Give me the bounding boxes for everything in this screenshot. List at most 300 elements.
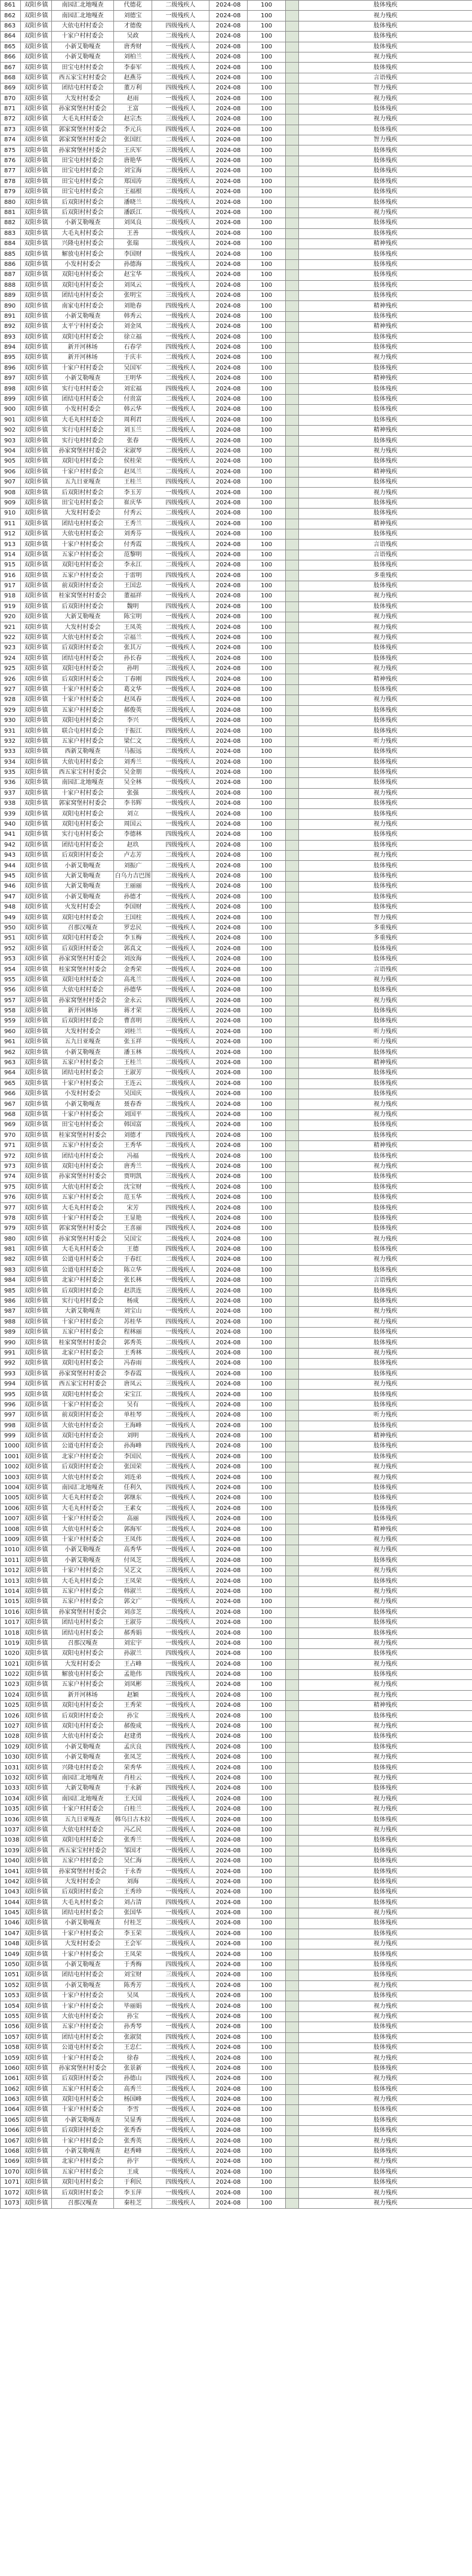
village-cell: 五家户村村委会 <box>52 736 114 746</box>
town-cell: 双阳乡镇 <box>21 1192 52 1202</box>
amount-cell: 100 <box>248 1089 286 1099</box>
marker-cell <box>286 747 299 757</box>
table-row <box>1 311 472 321</box>
table-row <box>1 1224 472 1234</box>
amount-cell: 100 <box>248 1442 286 1452</box>
name-cell: 冯春雨 <box>114 1359 152 1369</box>
table-row <box>1 1576 472 1586</box>
grade-cell: 二级残疾人 <box>152 861 209 871</box>
village-cell: 十家户村村委会 <box>52 32 114 42</box>
village-cell: 双阳屯村村委会 <box>52 457 114 467</box>
town-cell: 双阳乡镇 <box>21 2188 52 2198</box>
town-cell: 双阳乡镇 <box>21 1939 52 1949</box>
name-cell: 张凤芝 <box>114 1753 152 1763</box>
name-cell: 王富 <box>114 104 152 114</box>
type-cell: 肢体残疾 <box>299 156 472 166</box>
table-row <box>1 913 472 923</box>
grade-cell: 二级残疾人 <box>152 509 209 519</box>
marker-cell <box>286 311 299 321</box>
grade-cell: 一级残疾人 <box>152 1421 209 1431</box>
table-row <box>1 32 472 42</box>
name-cell: 葛文华 <box>114 684 152 695</box>
town-cell: 双阳乡镇 <box>21 332 52 342</box>
table-row <box>1 1421 472 1431</box>
village-cell: 南家屯村村委会 <box>52 301 114 311</box>
table-row <box>1 965 472 975</box>
table-row <box>1 1452 472 1462</box>
type-cell: 肢体残疾 <box>299 684 472 695</box>
amount-cell: 100 <box>248 2146 286 2156</box>
village-cell: 十家户村村委会 <box>52 1400 114 1410</box>
grade-cell: 二级残疾人 <box>152 374 209 384</box>
grade-cell: 一级残疾人 <box>152 715 209 726</box>
name-cell: 张明宝 <box>114 290 152 300</box>
row-number-cell: 1022 <box>1 1669 21 1679</box>
table-row <box>1 1939 472 1949</box>
grade-cell: 二级残疾人 <box>152 1877 209 1887</box>
period-cell: 2024-08 <box>209 612 248 622</box>
grade-cell: 一级残疾人 <box>152 767 209 777</box>
table-row <box>1 11 472 21</box>
type-cell: 多重残疾 <box>299 571 472 581</box>
type-cell: 视力残疾 <box>299 1566 472 1576</box>
town-cell: 双阳乡镇 <box>21 238 52 249</box>
row-number-cell: 910 <box>1 509 21 519</box>
type-cell: 视力残疾 <box>299 1379 472 1389</box>
period-cell: 2024-08 <box>209 1690 248 1700</box>
marker-cell <box>286 726 299 736</box>
amount-cell: 100 <box>248 1628 286 1638</box>
type-cell: 肢体残疾 <box>299 457 472 467</box>
town-cell: 双阳乡镇 <box>21 1566 52 1576</box>
row-number-cell: 979 <box>1 1224 21 1234</box>
grade-cell: 一级残疾人 <box>152 2126 209 2136</box>
amount-cell: 100 <box>248 1130 286 1140</box>
type-cell: 视力残疾 <box>299 1255 472 1265</box>
name-cell: 赵洪连 <box>114 1286 152 1296</box>
type-cell: 肢体残疾 <box>299 1607 472 1617</box>
name-cell: 程林丽 <box>114 1328 152 1338</box>
row-number-cell: 972 <box>1 1151 21 1161</box>
town-cell: 双阳乡镇 <box>21 1576 52 1586</box>
row-number-cell: 1031 <box>1 1763 21 1773</box>
name-cell: 李玉梅 <box>114 934 152 944</box>
grade-cell: 四级残疾人 <box>152 125 209 135</box>
village-cell: 公道屯村村委会 <box>52 2042 114 2053</box>
table-row <box>1 1980 472 1991</box>
town-cell: 双阳乡镇 <box>21 1960 52 1970</box>
period-cell: 2024-08 <box>209 1566 248 1576</box>
marker-cell <box>286 1078 299 1089</box>
grade-cell: 二级残疾人 <box>152 197 209 207</box>
period-cell: 2024-08 <box>209 799 248 809</box>
period-cell: 2024-08 <box>209 280 248 290</box>
amount-cell: 100 <box>248 384 286 394</box>
amount-cell: 100 <box>248 1763 286 1773</box>
name-cell: 孟庆良 <box>114 1742 152 1752</box>
row-number-cell: 926 <box>1 674 21 684</box>
name-cell: 王德 <box>114 1244 152 1254</box>
village-cell: 五家户村村委会 <box>52 1192 114 1202</box>
row-number-cell: 905 <box>1 457 21 467</box>
village-cell: 小发村村委会 <box>52 1089 114 1099</box>
period-cell: 2024-08 <box>209 342 248 352</box>
type-cell: 肢体残疾 <box>299 187 472 197</box>
table-row <box>1 1991 472 2001</box>
village-cell: 大发村村委会 <box>52 622 114 633</box>
grade-cell: 一级残疾人 <box>152 1151 209 1161</box>
name-cell: 吴仁海 <box>114 1856 152 1866</box>
table-row <box>1 1359 472 1369</box>
table-row <box>1 882 472 892</box>
table-row <box>1 21 472 31</box>
name-cell: 曹喜明 <box>114 1016 152 1027</box>
name-cell: 马振远 <box>114 747 152 757</box>
row-number-cell: 984 <box>1 1276 21 1286</box>
row-number-cell: 914 <box>1 550 21 560</box>
village-cell: 小新艾勒嘎查 <box>52 311 114 321</box>
table-row <box>1 612 472 622</box>
period-cell: 2024-08 <box>209 757 248 767</box>
town-cell: 双阳乡镇 <box>21 1545 52 1555</box>
town-cell: 双阳乡镇 <box>21 2074 52 2084</box>
type-cell: 肢体残疾 <box>299 104 472 114</box>
period-cell: 2024-08 <box>209 1120 248 1130</box>
period-cell: 2024-08 <box>209 778 248 788</box>
town-cell: 双阳乡镇 <box>21 1991 52 2001</box>
amount-cell: 100 <box>248 332 286 342</box>
village-cell: 双阳屯村村委会 <box>52 809 114 819</box>
village-cell: 大发村村委会 <box>52 1027 114 1037</box>
type-cell: 视力残疾 <box>299 695 472 705</box>
village-cell: 后双阳村村委会 <box>52 602 114 612</box>
town-cell: 双阳乡镇 <box>21 1753 52 1763</box>
town-cell: 双阳乡镇 <box>21 21 52 31</box>
amount-cell: 100 <box>248 1286 286 1296</box>
marker-cell <box>286 1431 299 1441</box>
name-cell: 王连云 <box>114 1078 152 1089</box>
period-cell: 2024-08 <box>209 1099 248 1109</box>
name-cell: 刘秀芬 <box>114 529 152 539</box>
row-number-cell: 954 <box>1 965 21 975</box>
table-row <box>1 1390 472 1400</box>
amount-cell: 100 <box>248 280 286 290</box>
name-cell: 郭文广 <box>114 1597 152 1607</box>
row-number-cell: 1036 <box>1 1815 21 1825</box>
marker-cell <box>286 2126 299 2136</box>
village-cell: 公道屯村村委会 <box>52 1255 114 1265</box>
table-row <box>1 218 472 228</box>
row-number-cell: 1003 <box>1 1473 21 1483</box>
village-cell: 西五家宝村村委会 <box>52 767 114 777</box>
period-cell: 2024-08 <box>209 1535 248 1545</box>
village-cell: 五家户村村委会 <box>52 2084 114 2094</box>
town-cell: 双阳乡镇 <box>21 1421 52 1431</box>
marker-cell <box>286 799 299 809</box>
village-cell: 双阳屯村村委会 <box>52 332 114 342</box>
type-cell: 肢体残疾 <box>299 871 472 881</box>
table-row <box>1 1317 472 1327</box>
type-cell: 智力残疾 <box>299 135 472 145</box>
type-cell: 肢体残疾 <box>299 2042 472 2053</box>
town-cell: 双阳乡镇 <box>21 757 52 767</box>
grade-cell: 四级残疾人 <box>152 1224 209 1234</box>
name-cell: 王占峰 <box>114 1659 152 1669</box>
amount-cell: 100 <box>248 2053 286 2063</box>
row-number-cell: 970 <box>1 1130 21 1140</box>
period-cell: 2024-08 <box>209 622 248 633</box>
marker-cell <box>286 851 299 861</box>
marker-cell <box>286 415 299 425</box>
row-number-cell: 1033 <box>1 1784 21 1794</box>
period-cell: 2024-08 <box>209 1078 248 1089</box>
name-cell: 王秀华 <box>114 1140 152 1151</box>
type-cell: 视力残疾 <box>299 2157 472 2167</box>
type-cell: 视力残疾 <box>299 1773 472 1783</box>
row-number-cell: 978 <box>1 1213 21 1223</box>
marker-cell <box>286 1328 299 1338</box>
marker-cell <box>286 1617 299 1628</box>
period-cell: 2024-08 <box>209 2136 248 2146</box>
table-row <box>1 902 472 912</box>
period-cell: 2024-08 <box>209 187 248 197</box>
period-cell: 2024-08 <box>209 2178 248 2188</box>
period-cell: 2024-08 <box>209 788 248 798</box>
marker-cell <box>286 1732 299 1742</box>
town-cell: 双阳乡镇 <box>21 1763 52 1773</box>
type-cell: 肢体残疾 <box>299 145 472 156</box>
grade-cell: 一级残疾人 <box>152 2105 209 2115</box>
type-cell: 肢体残疾 <box>299 892 472 902</box>
table-row <box>1 2063 472 2073</box>
name-cell: 于春红 <box>114 1255 152 1265</box>
amount-cell: 100 <box>248 1555 286 1566</box>
row-number-cell: 980 <box>1 1234 21 1244</box>
town-cell: 双阳乡镇 <box>21 1400 52 1410</box>
row-number-cell: 903 <box>1 436 21 446</box>
town-cell: 双阳乡镇 <box>21 2084 52 2094</box>
type-cell: 肢体残疾 <box>299 1514 472 1524</box>
amount-cell: 100 <box>248 2126 286 2136</box>
town-cell: 双阳乡镇 <box>21 1794 52 1804</box>
grade-cell: 一级残疾人 <box>152 954 209 964</box>
table-row <box>1 2157 472 2167</box>
grade-cell: 四级残疾人 <box>152 674 209 684</box>
village-cell: 大依屯村村委会 <box>52 21 114 31</box>
name-cell: 张秀香 <box>114 2126 152 2136</box>
town-cell: 双阳乡镇 <box>21 861 52 871</box>
grade-cell: 二级残疾人 <box>152 1006 209 1016</box>
name-cell: 吴凤 <box>114 1991 152 2001</box>
village-cell: 五家户村村委会 <box>52 1058 114 1068</box>
period-cell: 2024-08 <box>209 809 248 819</box>
amount-cell: 100 <box>248 1877 286 1887</box>
village-cell: 大发村村委会 <box>52 1939 114 1949</box>
marker-cell <box>286 1234 299 1244</box>
row-number-cell: 1019 <box>1 1638 21 1648</box>
row-number-cell: 1034 <box>1 1794 21 1804</box>
amount-cell: 100 <box>248 2115 286 2125</box>
village-cell: 田宝屯村村委会 <box>52 1120 114 1130</box>
name-cell: 金秀荣 <box>114 965 152 975</box>
amount-cell: 100 <box>248 2011 286 2022</box>
amount-cell: 100 <box>248 1524 286 1535</box>
name-cell: 宗福兰 <box>114 633 152 643</box>
marker-cell <box>286 1369 299 1379</box>
village-cell: 兴隆屯村村委会 <box>52 238 114 249</box>
marker-cell <box>286 176 299 187</box>
name-cell: 苏桂华 <box>114 1317 152 1327</box>
village-cell: 双阳屯村村委会 <box>52 280 114 290</box>
village-cell: 郭家窝堡村村委会 <box>52 1224 114 1234</box>
amount-cell: 100 <box>248 612 286 622</box>
table-row <box>1 1296 472 1306</box>
town-cell: 双阳乡镇 <box>21 488 52 498</box>
grade-cell: 三级残疾人 <box>152 1970 209 1980</box>
grade-cell: 二级残疾人 <box>152 259 209 269</box>
town-cell: 双阳乡镇 <box>21 218 52 228</box>
type-cell: 肢体残疾 <box>299 1669 472 1679</box>
marker-cell <box>286 1690 299 1700</box>
row-number-cell: 1026 <box>1 1711 21 1721</box>
type-cell: 视力残疾 <box>299 1721 472 1731</box>
town-cell: 双阳乡镇 <box>21 581 52 591</box>
grade-cell: 一级残疾人 <box>152 1182 209 1192</box>
marker-cell <box>286 374 299 384</box>
town-cell: 双阳乡镇 <box>21 135 52 145</box>
amount-cell: 100 <box>248 1535 286 1545</box>
village-cell: 桂家窝堡村村委会 <box>52 591 114 602</box>
table-row <box>1 1949 472 1960</box>
row-number-cell: 989 <box>1 1328 21 1338</box>
amount-cell: 100 <box>248 1576 286 1586</box>
amount-cell: 100 <box>248 2022 286 2032</box>
name-cell: 李玉荣 <box>114 1929 152 1939</box>
marker-cell <box>286 1929 299 1939</box>
period-cell: 2024-08 <box>209 1628 248 1638</box>
village-cell: 孙家窝堡村村委会 <box>52 2063 114 2073</box>
amount-cell: 100 <box>248 560 286 571</box>
village-cell: 小新艾勒嘎查 <box>52 374 114 384</box>
village-cell: 十家户村村委会 <box>52 1929 114 1939</box>
marker-cell <box>286 913 299 923</box>
period-cell: 2024-08 <box>209 1980 248 1991</box>
marker-cell <box>286 1597 299 1607</box>
amount-cell: 100 <box>248 726 286 736</box>
amount-cell: 100 <box>248 1473 286 1483</box>
town-cell: 双阳乡镇 <box>21 1016 52 1027</box>
village-cell: 团结屯村村委会 <box>52 2032 114 2042</box>
name-cell: 于秀梅 <box>114 1960 152 1970</box>
row-number-cell: 876 <box>1 156 21 166</box>
marker-cell <box>286 249 299 259</box>
village-cell: 郭家窝堡村村委会 <box>52 799 114 809</box>
name-cell: 荣秀华 <box>114 1763 152 1773</box>
table-row <box>1 1825 472 1835</box>
table-row <box>1 1597 472 1607</box>
period-cell: 2024-08 <box>209 2167 248 2177</box>
type-cell: 精神残疾 <box>299 301 472 311</box>
row-number-cell: 928 <box>1 695 21 705</box>
type-cell: 视力残疾 <box>299 1348 472 1358</box>
row-number-cell: 1056 <box>1 2022 21 2032</box>
marker-cell <box>286 1867 299 1877</box>
type-cell: 肢体残疾 <box>299 757 472 767</box>
type-cell: 肢体残疾 <box>299 2022 472 2032</box>
row-number-cell: 878 <box>1 176 21 187</box>
row-number-cell: 866 <box>1 52 21 62</box>
table-row <box>1 892 472 902</box>
type-cell: 肢体残疾 <box>299 2146 472 2156</box>
row-number-cell: 1053 <box>1 1991 21 2001</box>
marker-cell <box>286 1400 299 1410</box>
name-cell: 王淑芬 <box>114 1617 152 1628</box>
table-row <box>1 1172 472 1182</box>
village-cell: 桂家窝堡村村委会 <box>52 1338 114 1348</box>
amount-cell: 100 <box>248 1980 286 1991</box>
table-row <box>1 1566 472 1576</box>
grade-cell: 二级残疾人 <box>152 426 209 436</box>
row-number-cell: 885 <box>1 249 21 259</box>
marker-cell <box>286 581 299 591</box>
type-cell: 肢体残疾 <box>299 2063 472 2073</box>
type-cell: 肢体残疾 <box>299 799 472 809</box>
table-row <box>1 1784 472 1794</box>
amount-cell: 100 <box>248 238 286 249</box>
name-cell: 冯福 <box>114 1151 152 1161</box>
amount-cell: 100 <box>248 1 286 11</box>
name-cell: 罗忠民 <box>114 923 152 933</box>
amount-cell: 100 <box>248 1037 286 1047</box>
amount-cell: 100 <box>248 1908 286 1918</box>
table-row <box>1 477 472 487</box>
period-cell: 2024-08 <box>209 1607 248 1617</box>
village-cell: 双阳屯村村委会 <box>52 1836 114 1846</box>
amount-cell: 100 <box>248 767 286 777</box>
table-row <box>1 1058 472 1068</box>
marker-cell <box>286 1006 299 1016</box>
village-cell: 大毛丸村村委会 <box>52 1898 114 1908</box>
grade-cell: 一级残疾人 <box>152 2094 209 2104</box>
table-row <box>1 2188 472 2198</box>
town-cell: 双阳乡镇 <box>21 322 52 332</box>
name-cell: 宋宝江 <box>114 1390 152 1400</box>
row-number-cell: 945 <box>1 871 21 881</box>
village-cell: 大毛丸村村委会 <box>52 1576 114 1586</box>
amount-cell: 100 <box>248 944 286 954</box>
amount-cell: 100 <box>248 2157 286 2167</box>
name-cell: 陈秀芳 <box>114 1980 152 1991</box>
name-cell: 李国财 <box>114 902 152 912</box>
village-cell: 双阳屯村村委会 <box>52 975 114 985</box>
amount-cell: 100 <box>248 788 286 798</box>
name-cell: 王国忠 <box>114 581 152 591</box>
amount-cell: 100 <box>248 1483 286 1493</box>
grade-cell: 二级残疾人 <box>152 1524 209 1535</box>
town-cell: 双阳乡镇 <box>21 1462 52 1473</box>
row-number-cell: 992 <box>1 1359 21 1369</box>
village-cell: 大依屯村村委会 <box>52 1524 114 1535</box>
grade-cell: 二级残疾人 <box>152 653 209 664</box>
village-cell: 桂家窝堡村村委会 <box>52 1130 114 1140</box>
table-row <box>1 1182 472 1192</box>
type-cell: 肢体残疾 <box>299 1887 472 1898</box>
grade-cell: 一级残疾人 <box>152 1628 209 1638</box>
period-cell: 2024-08 <box>209 1182 248 1192</box>
marker-cell <box>286 509 299 519</box>
marker-cell <box>286 1711 299 1721</box>
amount-cell: 100 <box>248 840 286 850</box>
